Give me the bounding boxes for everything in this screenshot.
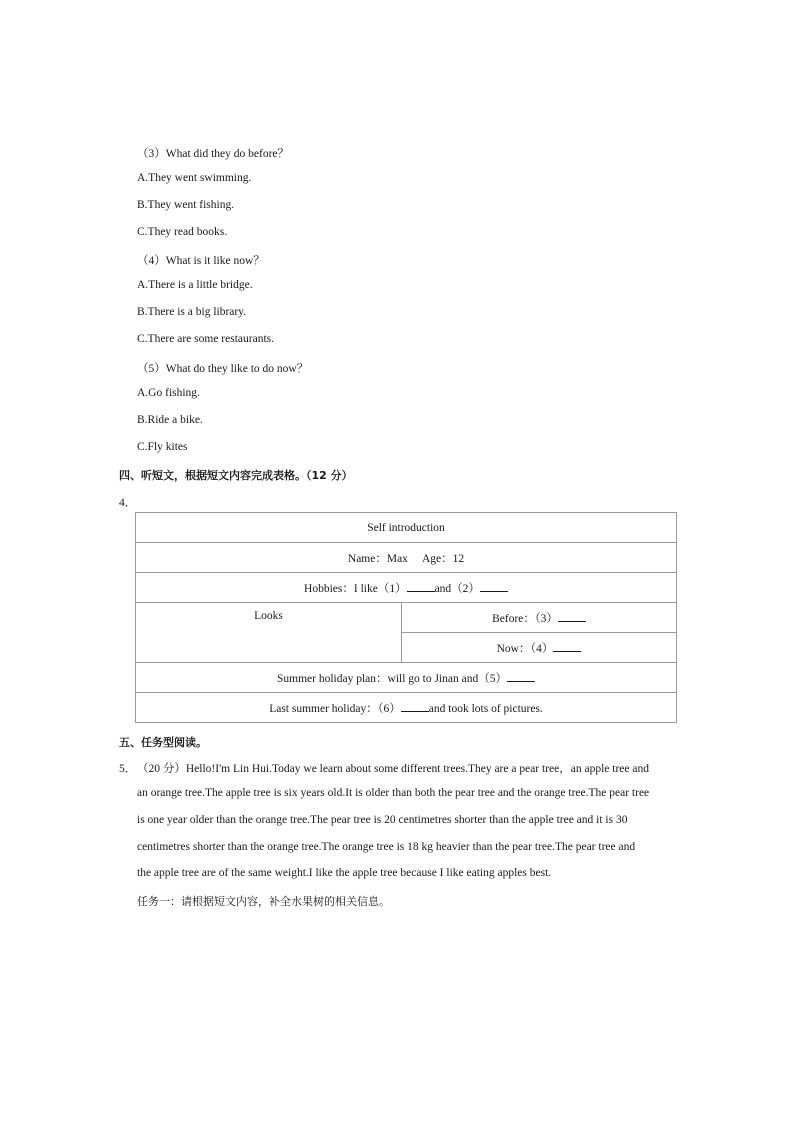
blank-5[interactable] [507,671,535,682]
task-1-instruction: 任务一：请根据短文内容，补全水果树的相关信息。 [137,895,390,908]
last-holiday-rest: and took lots of pictures. [428,702,543,715]
blank-1[interactable] [407,581,435,592]
passage-line-5: the apple tree are of the same weight.I like the apple tree because I like eating apples best. [137,867,552,879]
plan-label: Summer holiday plan：will go to Jinan and（5） [277,672,507,685]
q5-option-b: B.Ride a bike. [137,414,203,426]
section-4-heading: 四、听短文，根据短文内容完成表格。（12 分） [119,469,353,482]
question-5-title: （5）What do they like to do now？ [137,363,309,375]
hobbies-label: Hobbies：I like（1） [304,582,407,595]
table-title: Self introduction [136,513,677,543]
passage-line-3: is one year older than the orange tree.The pear tree is 20 centimetres shorter than the apple tree and it is 30 [137,814,628,826]
question-4-title: （4）What is it like now？ [137,255,265,267]
blank-6[interactable] [401,701,429,712]
before-cell [402,603,677,633]
plan-row [136,663,677,693]
name-value: Name：Max [347,552,408,565]
now-label: Now：（4） [496,642,554,655]
name-age-row [136,543,677,573]
passage-line-2: an orange tree.The apple tree is six years old.It is older than both the pear tree and the orange tree.The pear tree [137,787,650,799]
q4-option-c: C.There are some restaurants. [137,333,274,345]
question-number-5: 5． [119,763,137,775]
passage-line-1: （20 分）Hello!I'm Lin Hui.Today we learn about some different trees.They are a pear tree，an apple tree and [137,763,649,775]
self-introduction-table [135,512,677,723]
section-5-heading: 五、任务型阅读。 [119,736,207,749]
q5-option-a: A.Go fishing. [137,387,200,399]
blank-3[interactable] [558,611,586,622]
q5-option-c: C.Fly kites [137,441,188,453]
passage-line-4: centimetres shorter than the orange tree.The orange tree is 18 kg heavier than the pear tree.The pear tree and [137,841,636,853]
last-holiday-row [136,693,677,723]
q4-option-b: B.There is a big library. [137,306,247,318]
q4-option-a: A.There is a little bridge. [137,279,253,291]
now-cell [402,633,677,663]
question-number-4: 4． [119,497,137,509]
q3-option-a: A.They went swimming. [137,172,252,184]
before-label: Before：（3） [492,612,558,625]
question-3-title: （3）What did they do before？ [137,148,290,160]
last-holiday-label: Last summer holiday：（6） [269,702,401,715]
hobbies-and: and（2） [434,582,480,595]
age-value: Age：12 [421,552,465,565]
blank-2[interactable] [480,581,508,592]
q3-option-c: C.They read books. [137,226,228,238]
looks-cell: Looks [136,603,402,663]
blank-4[interactable] [553,641,581,652]
hobbies-row [136,573,677,603]
q3-option-b: B.They went fishing. [137,199,235,211]
